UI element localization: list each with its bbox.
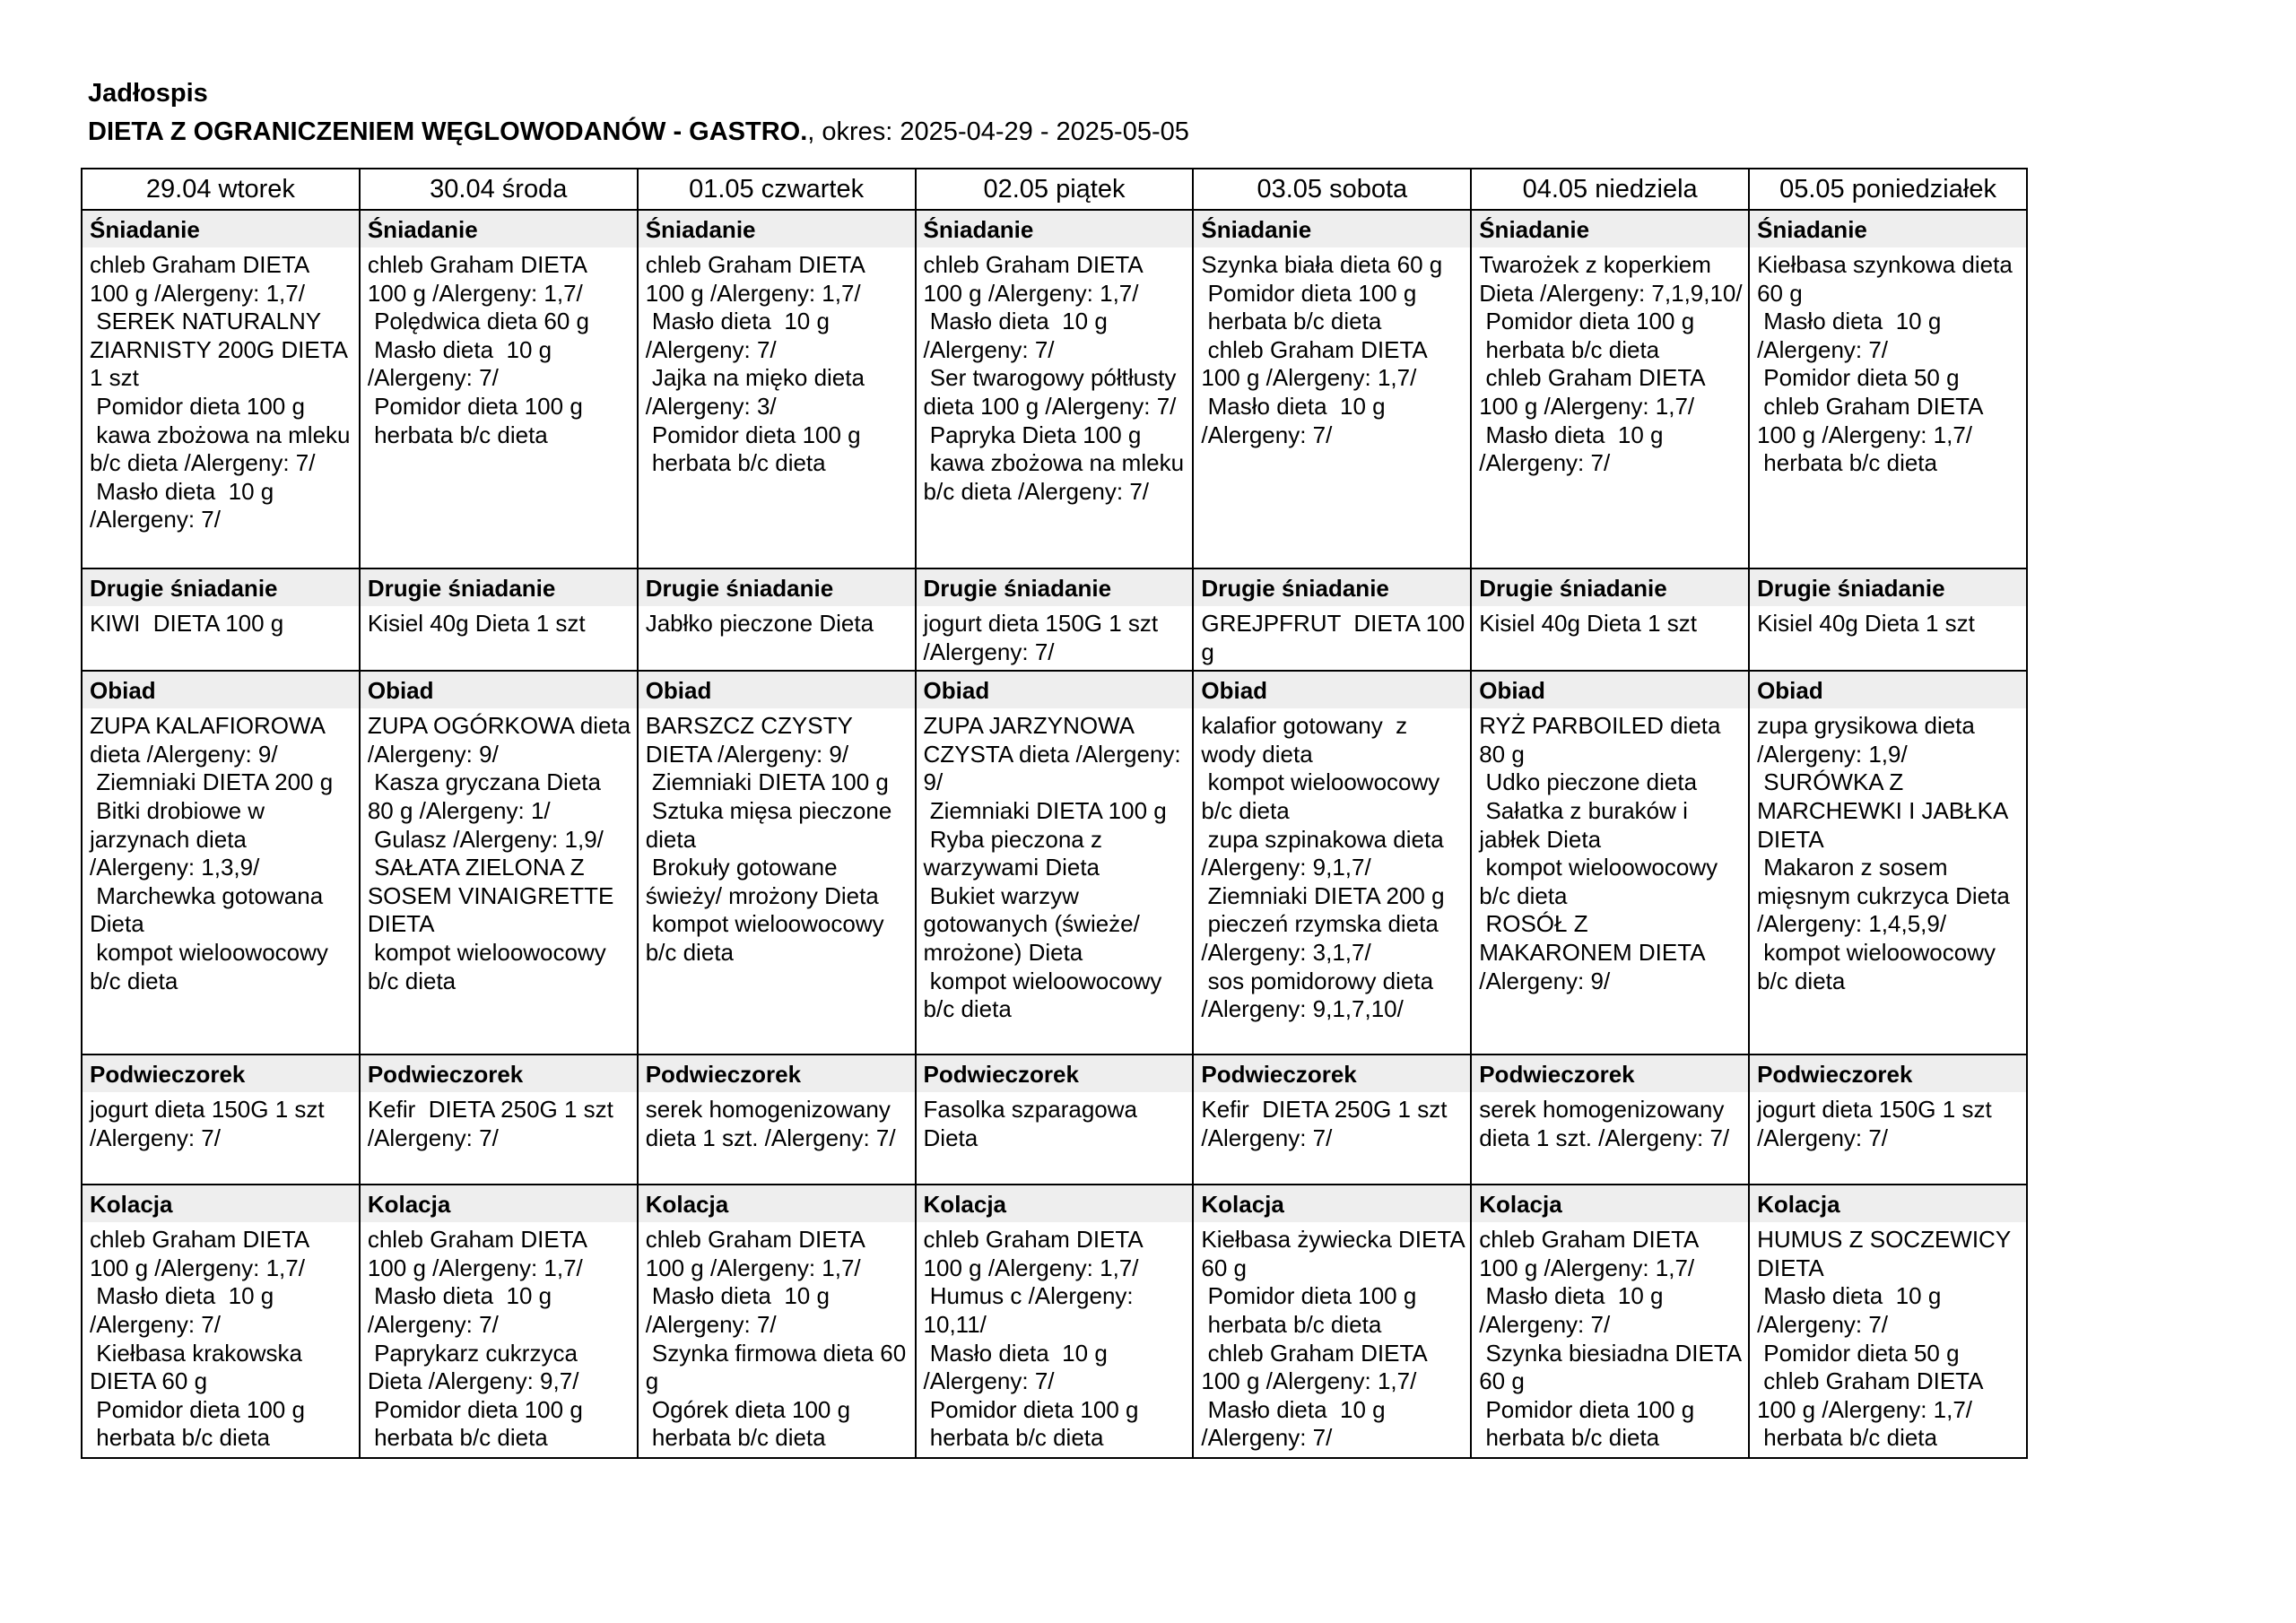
meal-name: Kolacja <box>83 1185 359 1222</box>
meal-items: HUMUS Z SOCZEWICY DIETA Masło dieta 10 g /Alergeny: 7/ Pomidor dieta 50 g chleb Graham DIETA 100 g /Alergeny: 1,7/ herbata b/c dieta <box>1757 1226 2011 1452</box>
day-header: 29.04 wtorek <box>82 169 360 210</box>
menu-cell <box>1471 1055 1749 1185</box>
meal-items: jogurt dieta 150G 1 szt /Alergeny: 7/ <box>923 610 1165 665</box>
meal-items: ZUPA KALAFIOROWA dieta /Alergeny: 9/ Ziemniaki DIETA 200 g Bitki drobiowe w jarzynach dieta /Alergeny: 1,3,9/ Marchewka gotowana Dieta kompot wieloowocowy b/c dieta <box>90 712 334 994</box>
meal-name: Podwieczorek <box>917 1055 1193 1092</box>
meal-items: Kisiel 40g Dieta 1 szt <box>1757 610 1975 637</box>
meal-row <box>82 568 2027 671</box>
meal-name: Śniadanie <box>361 211 637 247</box>
meal-items: Kiełbasa szynkowa dieta 60 g Masło dieta 10 g /Alergeny: 7/ Pomidor dieta 50 g chleb Graham DIETA 100 g /Alergeny: 1,7/ herbata b/c dieta <box>1757 251 2013 477</box>
menu-cell <box>638 671 916 1055</box>
meal-items: serek homogenizowany dieta 1 szt. /Alergeny: 7/ <box>645 1096 898 1151</box>
meal-items: jogurt dieta 150G 1 szt /Alergeny: 7/ <box>1757 1096 1998 1151</box>
menu-cell <box>360 1055 638 1185</box>
menu-cell <box>916 671 1194 1055</box>
menu-subtitle <box>88 117 1189 147</box>
meal-items: chleb Graham DIETA 100 g /Alergeny: 1,7/ Masło dieta 10 g /Alergeny: 7/ Szynka biesiadna DIETA 60 g Pomidor dieta 100 g herbata b/c dieta <box>1479 1226 1741 1452</box>
menu-cell <box>638 568 916 671</box>
meal-items: ZUPA JARZYNOWA CZYSTA dieta /Alergeny: 9/ Ziemniaki DIETA 100 g Ryba pieczona z warzywami Dieta Bukiet warzyw gotowanych (świeże/ mrożone) Dieta kompot wieloowocowy b/c dieta <box>923 712 1181 1023</box>
meal-name: Kolacja <box>1194 1185 1470 1222</box>
meal-items: chleb Graham DIETA 100 g /Alergeny: 1,7/ Masło dieta 10 g /Alergeny: 7/ Ser twarogowy półtłusty dieta 100 g /Alergeny: 7/ Papryka Dieta 100 g kawa zbożowa na mleku b/c dieta /Alergeny: 7/ <box>923 251 1185 505</box>
menu-cell <box>1193 1185 1471 1458</box>
menu-cell <box>82 1055 360 1185</box>
menu-cell <box>82 671 360 1055</box>
menu-cell <box>360 568 638 671</box>
menu-cell <box>638 1055 916 1185</box>
meal-name: Obiad <box>1194 672 1470 708</box>
meal-row <box>82 671 2027 1055</box>
meal-items: serek homogenizowany dieta 1 szt. /Alergeny: 7/ <box>1479 1096 1731 1151</box>
meal-items: Szynka biała dieta 60 g Pomidor dieta 100 g herbata b/c dieta chleb Graham DIETA 100 g /Alergeny: 1,7/ Masło dieta 10 g /Alergeny: 7/ <box>1201 251 1443 448</box>
meal-name: Śniadanie <box>917 211 1193 247</box>
menu-cell <box>916 210 1194 568</box>
meal-items: Kefir DIETA 250G 1 szt /Alergeny: 7/ <box>367 1096 621 1151</box>
meal-name: Podwieczorek <box>1750 1055 2026 1092</box>
meal-name: Kolacja <box>361 1185 637 1222</box>
meal-items: chleb Graham DIETA 100 g /Alergeny: 1,7/ Masło dieta 10 g /Alergeny: 7/ Jajka na mięko dieta /Alergeny: 3/ Pomidor dieta 100 g herbata b/c dieta <box>645 251 865 477</box>
meal-name: Podwieczorek <box>1472 1055 1748 1092</box>
menu-cell <box>916 1055 1194 1185</box>
menu-cell <box>82 1185 360 1458</box>
menu-cell <box>1749 1055 2027 1185</box>
meal-name: Kolacja <box>1750 1185 2026 1222</box>
meal-items: KIWI DIETA 100 g <box>90 610 284 637</box>
meal-name: Obiad <box>1750 672 2026 708</box>
menu-period: , okres: 2025-04-29 - 2025-05-05 <box>807 117 1189 146</box>
meal-name: Kolacja <box>639 1185 915 1222</box>
meal-name: Śniadanie <box>639 211 915 247</box>
menu-cell <box>1749 671 2027 1055</box>
meal-name: Drugie śniadanie <box>917 569 1193 606</box>
meal-items: ZUPA OGÓRKOWA dieta /Alergeny: 9/ Kasza gryczana Dieta 80 g /Alergeny: 1/ Gulasz /Alergeny: 1,9/ SAŁATA ZIELONA Z SOSEM VINAIGRETTE DIETA kompot wieloowocowy b/c dieta <box>367 712 631 994</box>
meal-name: Śniadanie <box>1750 211 2026 247</box>
menu-cell <box>360 671 638 1055</box>
meal-name: Drugie śniadanie <box>639 569 915 606</box>
meal-items: GREJPFRUT DIETA 100 g <box>1201 610 1472 665</box>
meal-items: chleb Graham DIETA 100 g /Alergeny: 1,7/ Masło dieta 10 g /Alergeny: 7/ Szynka firmowa dieta 60 g Ogórek dieta 100 g herbata b/c dieta <box>645 1226 907 1452</box>
meal-name: Podwieczorek <box>83 1055 359 1092</box>
meal-name: Obiad <box>361 672 637 708</box>
meal-name: Drugie śniadanie <box>1472 569 1748 606</box>
meal-items: Kisiel 40g Dieta 1 szt <box>367 610 586 637</box>
meal-name: Podwieczorek <box>1194 1055 1470 1092</box>
meal-name: Obiad <box>917 672 1193 708</box>
menu-cell <box>1471 210 1749 568</box>
meal-items: chleb Graham DIETA 100 g /Alergeny: 1,7/ Humus c /Alergeny: 10,11/ Masło dieta 10 g /Alergeny: 7/ Pomidor dieta 100 g herbata b/c dieta <box>923 1226 1143 1452</box>
meal-items: RYŻ PARBOILED dieta 80 g Udko pieczone dieta Sałatka z buraków i jabłek Dieta kompot wieloowocowy b/c dieta ROSÓŁ Z MAKARONEM DIETA /Alergeny: 9/ <box>1479 712 1721 994</box>
meal-name: Drugie śniadanie <box>1750 569 2026 606</box>
meal-name: Śniadanie <box>1194 211 1470 247</box>
day-header: 01.05 czwartek <box>638 169 916 210</box>
meal-row <box>82 1185 2027 1458</box>
menu-cell <box>82 568 360 671</box>
menu-cell <box>1749 568 2027 671</box>
menu-body <box>82 210 2027 1458</box>
meal-row <box>82 1055 2027 1185</box>
menu-cell <box>1193 210 1471 568</box>
meal-items: chleb Graham DIETA 100 g /Alergeny: 1,7/ Masło dieta 10 g /Alergeny: 7/ Kiełbasa krakowska DIETA 60 g Pomidor dieta 100 g herbata b/c dieta <box>90 1226 309 1452</box>
meal-name: Drugie śniadanie <box>83 569 359 606</box>
meal-name: Kolacja <box>917 1185 1193 1222</box>
meal-items: chleb Graham DIETA 100 g /Alergeny: 1,7/ Masło dieta 10 g /Alergeny: 7/ Paprykarz cukrzyca Dieta /Alergeny: 9,7/ Pomidor dieta 100 g herbata b/c dieta <box>367 1226 587 1452</box>
meal-items: Kefir DIETA 250G 1 szt /Alergeny: 7/ <box>1201 1096 1454 1151</box>
meal-name: Drugie śniadanie <box>1194 569 1470 606</box>
menu-cell <box>1193 568 1471 671</box>
menu-cell <box>1471 568 1749 671</box>
menu-cell <box>1749 1185 2027 1458</box>
meal-name: Obiad <box>83 672 359 708</box>
meal-name: Kolacja <box>1472 1185 1748 1222</box>
meal-items: Kiełbasa żywiecka DIETA 60 g Pomidor dieta 100 g herbata b/c dieta chleb Graham DIETA 100 g /Alergeny: 1,7/ Masło dieta 10 g /Alergeny: 7/ <box>1201 1226 1465 1452</box>
meal-name: Śniadanie <box>83 211 359 247</box>
meal-name: Obiad <box>1472 672 1748 708</box>
meal-items: Fasolka szparagowa Dieta <box>923 1096 1144 1151</box>
meal-items: Kisiel 40g Dieta 1 szt <box>1479 610 1698 637</box>
day-header: 05.05 poniedziałek <box>1749 169 2027 210</box>
menu-cell <box>916 1185 1194 1458</box>
meal-items: BARSZCZ CZYSTY DIETA /Alergeny: 9/ Ziemniaki DIETA 100 g Sztuka mięsa pieczone dieta Brokuły gotowane świeży/ mrożony Dieta kompot wieloowocowy b/c dieta <box>645 712 892 966</box>
menu-cell <box>1749 210 2027 568</box>
menu-cell <box>916 568 1194 671</box>
menu-cell <box>1193 671 1471 1055</box>
day-header: 03.05 sobota <box>1193 169 1471 210</box>
day-header: 02.05 piątek <box>916 169 1194 210</box>
meal-items: chleb Graham DIETA 100 g /Alergeny: 1,7/ SEREK NATURALNY ZIARNISTY 200G DIETA 1 szt Pomidor dieta 100 g kawa zbożowa na mleku b/c dieta /Alergeny: 7/ Masło dieta 10 g /Alergeny: 7/ <box>90 251 351 534</box>
day-header: 04.05 niedziela <box>1471 169 1749 210</box>
menu-cell <box>1471 1185 1749 1458</box>
meal-items: zupa grysikowa dieta /Alergeny: 1,9/ SURÓWKA Z MARCHEWKI I JABŁKA DIETA Makaron z sosem mięsnym cukrzyca Dieta /Alergeny: 1,4,5,9/ kompot wieloowocowy b/c dieta <box>1757 712 2010 994</box>
meal-name: Śniadanie <box>1472 211 1748 247</box>
menu-cell <box>82 210 360 568</box>
meal-name: Obiad <box>639 672 915 708</box>
menu-cell <box>360 1185 638 1458</box>
meal-name: Podwieczorek <box>361 1055 637 1092</box>
meal-items: Twarożek z koperkiem Dieta /Alergeny: 7,1,9,10/ Pomidor dieta 100 g herbata b/c dieta chleb Graham DIETA 100 g /Alergeny: 1,7/ Masło dieta 10 g /Alergeny: 7/ <box>1479 251 1743 477</box>
menu-cell <box>1471 671 1749 1055</box>
diet-name: DIETA Z OGRANICZENIEM WĘGLOWODANÓW - GASTRO. <box>88 117 808 146</box>
menu-cell <box>638 210 916 568</box>
menu-cell <box>638 1185 916 1458</box>
meal-items: kalafior gotowany z wody dieta kompot wieloowocowy b/c dieta zupa szpinakowa dieta /Alergeny: 9,1,7/ Ziemniaki DIETA 200 g pieczeń rzymska dieta /Alergeny: 3,1,7/ sos pomidorowy dieta /Alergeny: 9,1,7,10/ <box>1201 712 1445 1023</box>
page-title: Jadłospis <box>88 79 208 108</box>
meal-items: chleb Graham DIETA 100 g /Alergeny: 1,7/ Polędwica dieta 60 g Masło dieta 10 g /Alergeny: 7/ Pomidor dieta 100 g herbata b/c dieta <box>367 251 590 448</box>
menu-cell <box>1193 1055 1471 1185</box>
meal-items: jogurt dieta 150G 1 szt /Alergeny: 7/ <box>90 1096 331 1151</box>
meal-name: Podwieczorek <box>639 1055 915 1092</box>
day-header: 30.04 środa <box>360 169 638 210</box>
meal-items: Jabłko pieczone Dieta <box>645 610 874 637</box>
days-header-row <box>82 169 2027 210</box>
menu-table <box>81 168 2028 1459</box>
menu-cell <box>360 210 638 568</box>
meal-row <box>82 210 2027 568</box>
meal-name: Drugie śniadanie <box>361 569 637 606</box>
